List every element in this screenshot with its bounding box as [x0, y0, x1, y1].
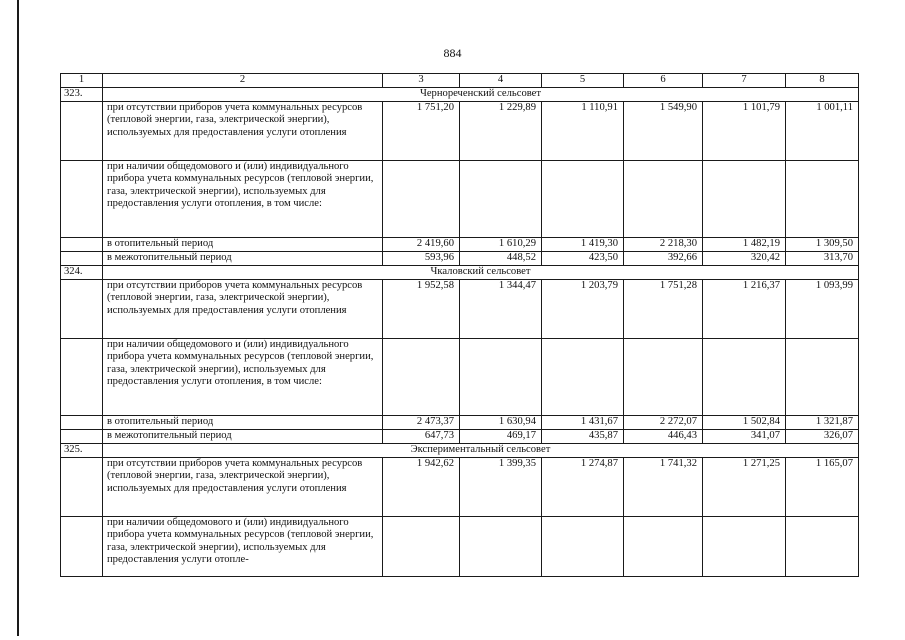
value-cell: 1 216,37	[703, 280, 786, 339]
value-cell: 1 321,87	[786, 416, 859, 430]
section-title: Чкаловский сельсовет	[103, 266, 859, 280]
value-cell: 1 952,58	[383, 280, 460, 339]
section-header-row	[61, 266, 859, 280]
value-cell: 1 610,29	[460, 238, 542, 252]
value-cell: 1 482,19	[703, 238, 786, 252]
row-number-cell	[61, 102, 103, 161]
value-cell	[624, 161, 703, 238]
value-cell	[786, 517, 859, 577]
section-header-row	[61, 88, 859, 102]
row-label: при отсутствии приборов учета коммунальных ресурсов (тепловой энергии, газа, электрической энергии), используемых для предоставления услуги отопления	[103, 102, 383, 161]
row-label: при наличии общедомового и (или) индивидуального прибора учета коммунальных ресурсов (тепловой энергии, газа, электрической энергии), используемых для предоставления услуги отопления, в том числе:	[103, 161, 383, 238]
value-cell: 2 419,60	[383, 238, 460, 252]
column-header-row	[61, 74, 859, 88]
row-number-cell	[61, 458, 103, 517]
table-row	[61, 102, 859, 161]
section-number: 324.	[61, 266, 103, 280]
row-label: при наличии общедомового и (или) индивидуального прибора учета коммунальных ресурсов (тепловой энергии, газа, электрической энергии), используемых для предоставления услуги отопле-	[103, 517, 383, 577]
value-cell: 423,50	[542, 252, 624, 266]
value-cell: 392,66	[624, 252, 703, 266]
value-cell	[542, 339, 624, 416]
value-cell: 326,07	[786, 430, 859, 444]
value-cell: 1 751,20	[383, 102, 460, 161]
value-cell: 1 549,90	[624, 102, 703, 161]
value-cell	[460, 161, 542, 238]
row-number-cell	[61, 339, 103, 416]
row-label: в отопительный период	[103, 238, 383, 252]
value-cell: 2 218,30	[624, 238, 703, 252]
value-cell	[460, 339, 542, 416]
value-cell	[786, 339, 859, 416]
value-cell: 1 274,87	[542, 458, 624, 517]
column-header: 6	[624, 74, 703, 88]
row-number-cell	[61, 416, 103, 430]
column-header: 7	[703, 74, 786, 88]
value-cell: 1 399,35	[460, 458, 542, 517]
value-cell: 1 502,84	[703, 416, 786, 430]
value-cell: 448,52	[460, 252, 542, 266]
value-cell	[624, 517, 703, 577]
row-number-cell	[61, 280, 103, 339]
value-cell: 647,73	[383, 430, 460, 444]
value-cell: 1 101,79	[703, 102, 786, 161]
table-row	[61, 161, 859, 238]
value-cell	[542, 161, 624, 238]
value-cell: 2 272,07	[624, 416, 703, 430]
row-label: при отсутствии приборов учета коммунальных ресурсов (тепловой энергии, газа, электрической энергии), используемых для предоставления услуги отопления	[103, 458, 383, 517]
value-cell: 469,17	[460, 430, 542, 444]
value-cell: 1 942,62	[383, 458, 460, 517]
value-cell	[624, 339, 703, 416]
value-cell: 1 751,28	[624, 280, 703, 339]
table-row	[61, 416, 859, 430]
value-cell: 1 271,25	[703, 458, 786, 517]
value-cell: 320,42	[703, 252, 786, 266]
row-label: при отсутствии приборов учета коммунальных ресурсов (тепловой энергии, газа, электрической энергии), используемых для предоставления услуги отопления	[103, 280, 383, 339]
row-label: в отопительный период	[103, 416, 383, 430]
value-cell	[786, 161, 859, 238]
table-row	[61, 252, 859, 266]
section-number: 325.	[61, 444, 103, 458]
value-cell: 446,43	[624, 430, 703, 444]
value-cell: 1 419,30	[542, 238, 624, 252]
value-cell: 2 473,37	[383, 416, 460, 430]
row-number-cell	[61, 517, 103, 577]
table-row	[61, 517, 859, 577]
value-cell: 593,96	[383, 252, 460, 266]
row-number-cell	[61, 430, 103, 444]
section-title: Экспериментальный сельсовет	[103, 444, 859, 458]
value-cell: 1 229,89	[460, 102, 542, 161]
value-cell	[542, 517, 624, 577]
value-cell	[383, 161, 460, 238]
column-header: 8	[786, 74, 859, 88]
scan-binding-edge	[17, 0, 19, 636]
value-cell	[460, 517, 542, 577]
value-cell: 1 165,07	[786, 458, 859, 517]
table-row	[61, 339, 859, 416]
section-header-row	[61, 444, 859, 458]
row-number-cell	[61, 161, 103, 238]
tariff-table	[60, 73, 859, 577]
value-cell	[703, 517, 786, 577]
table-row	[61, 238, 859, 252]
value-cell: 435,87	[542, 430, 624, 444]
value-cell: 1 431,67	[542, 416, 624, 430]
row-label: при наличии общедомового и (или) индивидуального прибора учета коммунальных ресурсов (тепловой энергии, газа, электрической энергии), используемых для предоставления услуги отопления, в том числе:	[103, 339, 383, 416]
value-cell: 1 203,79	[542, 280, 624, 339]
column-header: 3	[383, 74, 460, 88]
value-cell	[703, 161, 786, 238]
table-row	[61, 458, 859, 517]
column-header: 1	[61, 74, 103, 88]
table-row	[61, 280, 859, 339]
page-number: 884	[443, 46, 462, 60]
value-cell: 1 741,32	[624, 458, 703, 517]
section-number: 323.	[61, 88, 103, 102]
value-cell: 1 309,50	[786, 238, 859, 252]
section-title: Чернореченский сельсовет	[103, 88, 859, 102]
value-cell: 1 093,99	[786, 280, 859, 339]
value-cell	[383, 339, 460, 416]
column-header: 5	[542, 74, 624, 88]
value-cell: 1 001,11	[786, 102, 859, 161]
value-cell: 1 110,91	[542, 102, 624, 161]
value-cell: 313,70	[786, 252, 859, 266]
table-row	[61, 430, 859, 444]
value-cell: 1 630,94	[460, 416, 542, 430]
row-label: в межотопительный период	[103, 252, 383, 266]
row-label: в межотопительный период	[103, 430, 383, 444]
value-cell: 1 344,47	[460, 280, 542, 339]
value-cell	[703, 339, 786, 416]
row-number-cell	[61, 238, 103, 252]
row-number-cell	[61, 252, 103, 266]
column-header: 2	[103, 74, 383, 88]
value-cell	[383, 517, 460, 577]
column-header: 4	[460, 74, 542, 88]
value-cell: 341,07	[703, 430, 786, 444]
